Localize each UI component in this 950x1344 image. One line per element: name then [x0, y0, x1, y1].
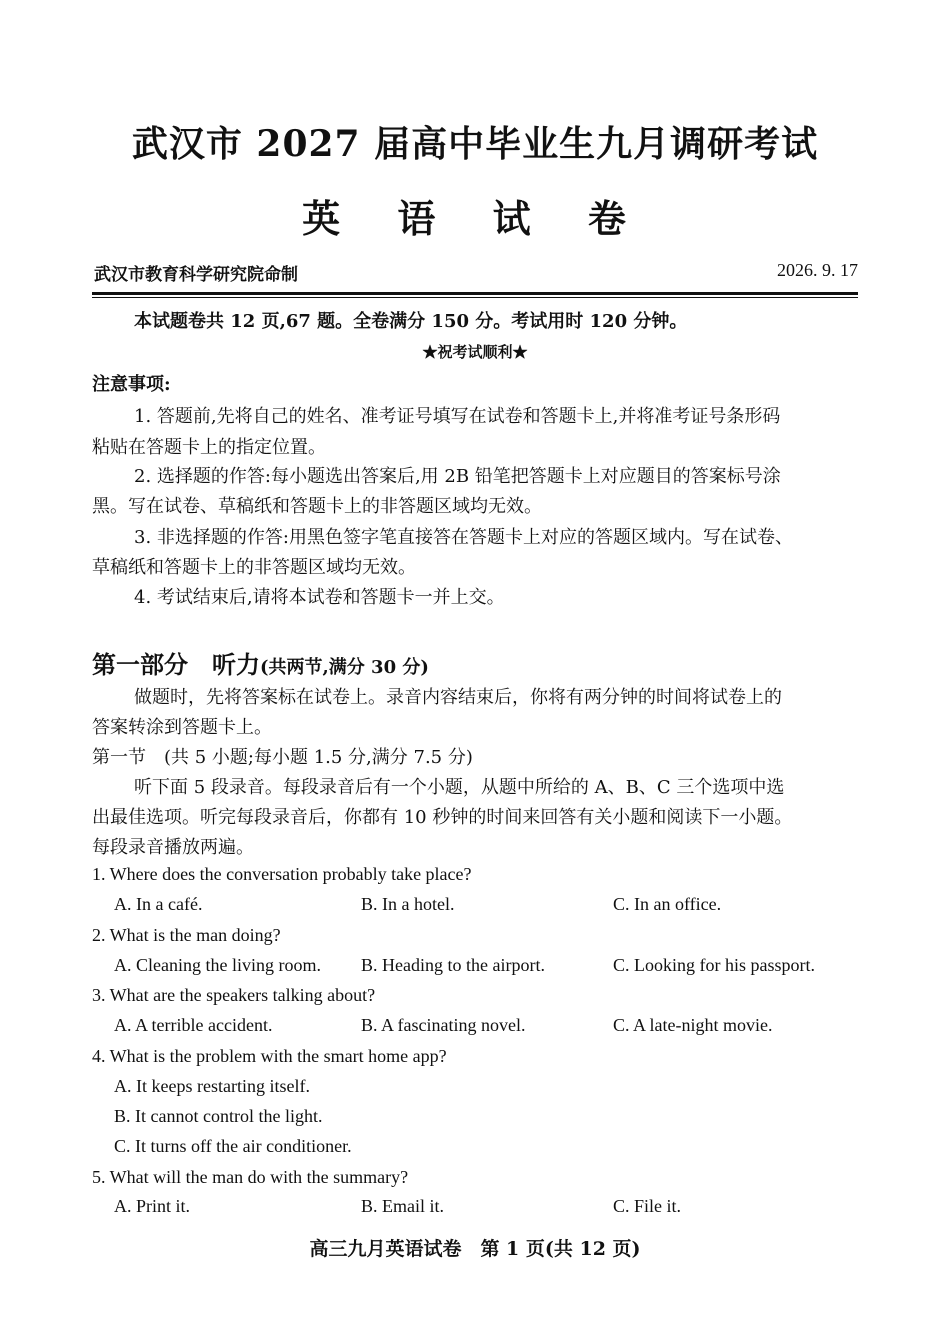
- exam-summary: 本试题卷共 12 页,67 题。全卷满分 150 分。考试用时 120 分钟。: [134, 311, 688, 332]
- question-stem: 3. What are the speakers talking about?: [92, 985, 376, 1005]
- section1-instruction: 每段录音播放两遍。: [92, 837, 254, 858]
- note-line: 4. 考试结束后,请将本试卷和答题卡一并上交。: [134, 587, 505, 608]
- header-divider-thick: [92, 292, 858, 295]
- question-stem: 4. What is the problem with the smart home app?: [92, 1046, 447, 1066]
- option-c: C. It turns off the air conditioner.: [114, 1136, 352, 1156]
- option-b: B. Heading to the airport.: [361, 955, 545, 975]
- option-a: A. In a café.: [114, 894, 203, 914]
- good-luck-note: ★祝考试顺利★: [422, 343, 528, 361]
- option-c: C. Looking for his passport.: [613, 955, 815, 975]
- issuer: 武汉市教育科学研究院命制: [94, 265, 298, 285]
- part1-instruction: 答案转涂到答题卡上。: [92, 717, 272, 738]
- exam-date: 2026. 9. 17: [777, 260, 858, 280]
- note-line: 粘贴在答题卡上的指定位置。: [92, 437, 326, 458]
- section1-heading: 第一节 (共 5 小题;每小题 1.5 分,满分 7.5 分): [92, 747, 473, 768]
- notes-heading: 注意事项:: [92, 374, 171, 395]
- option-a: A. Cleaning the living room.: [114, 955, 321, 975]
- option-a: A. Print it.: [114, 1196, 191, 1216]
- option-c: C. A late-night movie.: [613, 1015, 773, 1035]
- part1-score-note: (共两节,满分 30 分): [260, 657, 429, 678]
- note-line: 2. 选择题的作答:每小题选出答案后,用 2B 铅笔把答题卡上对应题目的答案标号涂: [134, 466, 781, 487]
- part1-heading: [92, 645, 429, 680]
- note-line: 黑。写在试卷、草稿纸和答题卡上的非答题区域均无效。: [92, 496, 542, 517]
- section1-instruction: 出最佳选项。听完每段录音后，你都有 10 秒钟的时间来回答有关小题和阅读下一小题。: [92, 807, 793, 828]
- exam-subtitle: 英 语 试 卷: [302, 196, 648, 241]
- section1-instruction: 听下面 5 段录音。每段录音后有一个小题，从题中所给的 A、B、C 三个选项中选: [134, 777, 785, 798]
- question-stem: 2. What is the man doing?: [92, 925, 281, 945]
- header-divider-thin: [92, 297, 858, 298]
- option-a: A. It keeps restarting itself.: [114, 1076, 310, 1096]
- option-b: B. It cannot control the light.: [114, 1106, 323, 1126]
- part1-instruction: 做题时，先将答案标在试卷上。录音内容结束后，你将有两分钟的时间将试卷上的: [134, 687, 782, 708]
- option-c: C. File it.: [613, 1196, 682, 1216]
- part1-title: 第一部分 听力: [92, 650, 260, 679]
- option-a: A. A terrible accident.: [114, 1015, 273, 1035]
- option-c: C. In an office.: [613, 894, 722, 914]
- question-stem: 5. What will the man do with the summary?: [92, 1167, 409, 1187]
- note-line: 草稿纸和答题卡上的非答题区域均无效。: [92, 557, 416, 578]
- note-line: 3. 非选择题的作答:用黑色签字笔直接答在答题卡上对应的答题区域内。写在试卷、: [134, 527, 793, 548]
- option-b: B. Email it.: [361, 1196, 444, 1216]
- question-stem: 1. Where does the conversation probably take place?: [92, 864, 472, 884]
- exam-title: 武汉市 2027 届高中毕业生九月调研考试: [131, 123, 819, 165]
- option-b: B. In a hotel.: [361, 894, 455, 914]
- note-line: 1. 答题前,先将自己的姓名、准考证号填写在试卷和答题卡上,并将准考证号条形码: [134, 406, 781, 427]
- page-footer: 高三九月英语试卷 第 1 页(共 12 页): [309, 1238, 641, 1260]
- option-b: B. A fascinating novel.: [361, 1015, 526, 1035]
